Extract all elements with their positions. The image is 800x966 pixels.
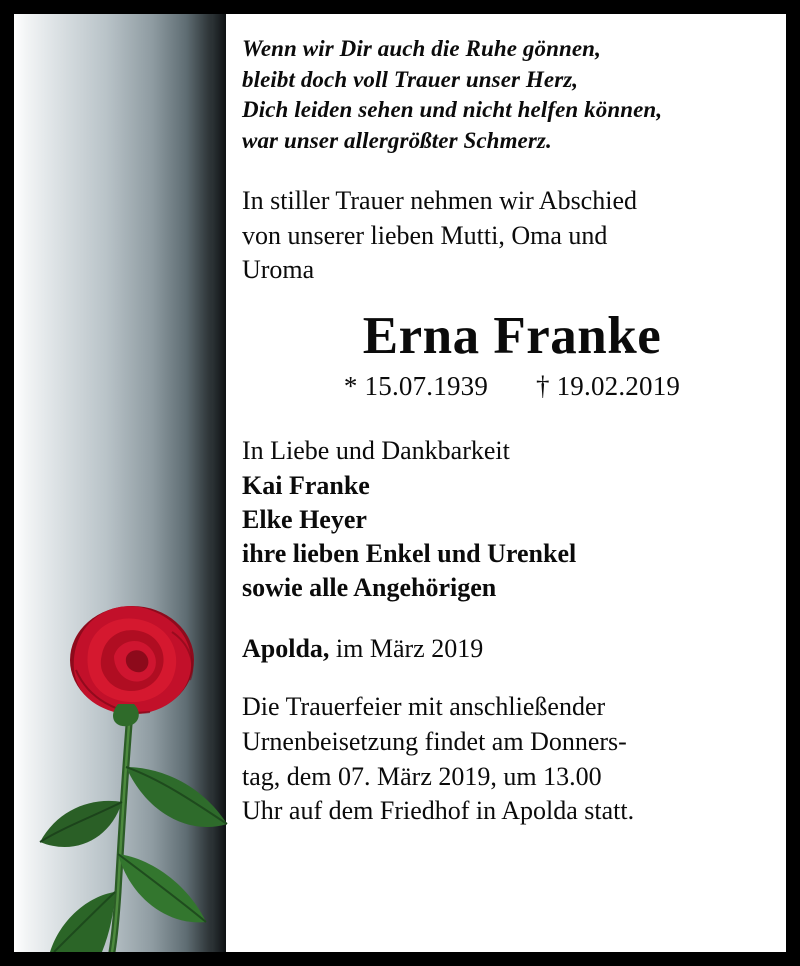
service-details [242, 690, 782, 828]
obituary-inner [14, 14, 786, 952]
intro-line-1: In stiller Trauer nehmen wir Abschied [242, 186, 637, 216]
birth-symbol: * [343, 370, 358, 401]
birth-date: 15.07.1939 [364, 370, 489, 401]
place-city: Apolda, [242, 634, 330, 664]
service-line-1: Die Trauerfeier mit anschließender [242, 692, 606, 722]
mourner-name-2: Elke Heyer [242, 504, 367, 534]
obituary-text-column [242, 14, 782, 952]
verse-line-4: war unser allergrößter Schmerz. [242, 127, 552, 153]
mourner-name-1: Kai Franke [242, 471, 370, 501]
deceased-name: Erna Franke [362, 307, 662, 366]
mourner-name-3: ihre lieben Enkel und Urenkel [242, 538, 577, 568]
verse-line-1: Wenn wir Dir auch die Ruhe gönnen, [242, 36, 601, 61]
verse-line-2: bleibt doch voll Trauer unser Herz, [242, 66, 579, 92]
mourners-list [242, 469, 782, 604]
memorial-verse [242, 34, 782, 156]
deceased-dates [242, 371, 782, 402]
intro-paragraph [242, 184, 782, 287]
service-line-2: Urnenbeisetzung findet am Donners- [242, 726, 627, 756]
rose-illustration [22, 592, 252, 952]
intro-line-2: von unserer lieben Mutti, Oma und [242, 220, 608, 250]
place-date: im März 2019 [329, 634, 484, 664]
death-symbol: † [535, 370, 550, 401]
service-line-3: tag, dem 07. März 2019, um 13.00 [242, 761, 602, 791]
mourners-heading: In Liebe und Dankbarkeit [242, 435, 510, 465]
place-and-date [242, 634, 782, 664]
death-date: 19.02.2019 [556, 370, 681, 401]
intro-line-3: Uroma [242, 254, 315, 284]
service-line-4: Uhr auf dem Friedhof in Apolda statt. [242, 796, 635, 826]
verse-line-3: Dich leiden sehen und nicht helfen können, [242, 97, 663, 123]
mourner-name-4: sowie alle Angehörigen [242, 572, 497, 602]
